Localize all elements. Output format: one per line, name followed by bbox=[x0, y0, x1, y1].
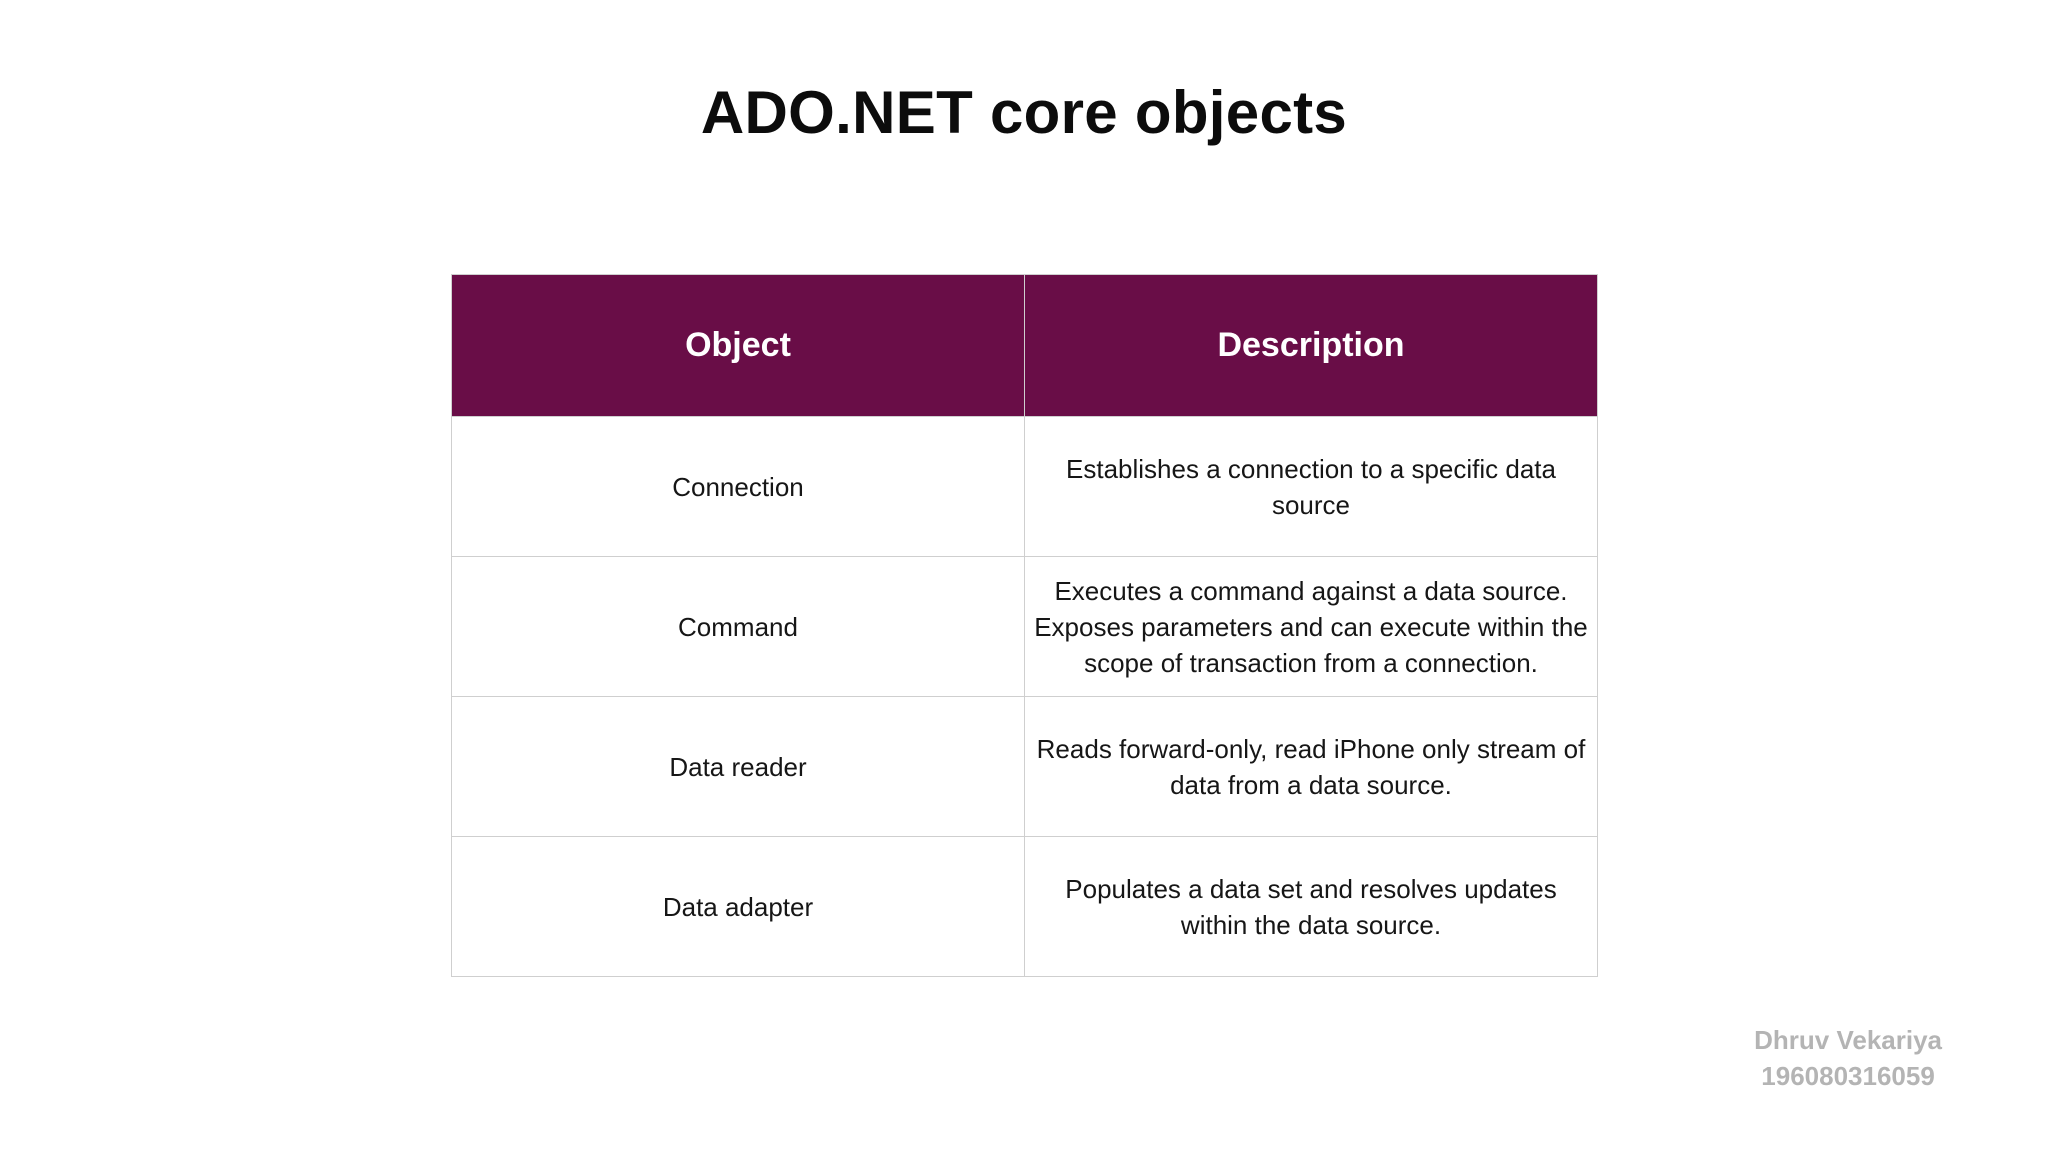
table-row bbox=[452, 697, 1598, 837]
watermark-name: Dhruv Vekariya bbox=[1754, 1025, 1942, 1055]
row-description-cell: Establishes a connection to a specific data source bbox=[1025, 417, 1598, 557]
row-description-cell: Reads forward-only, read iPhone only stream of data from a data source. bbox=[1025, 697, 1598, 837]
header-description: Description bbox=[1025, 275, 1598, 417]
slide-title: ADO.NET core objects bbox=[700, 79, 1348, 146]
row-object-cell: Data adapter bbox=[452, 837, 1025, 977]
watermark bbox=[1754, 1022, 1942, 1094]
row-description-cell: Executes a command against a data source. Exposes parameters and can execute within the scope of transaction from a connection. bbox=[1025, 557, 1598, 697]
row-object-cell: Data reader bbox=[452, 697, 1025, 837]
row-object-cell: Connection bbox=[452, 417, 1025, 557]
objects-table bbox=[451, 274, 1598, 977]
table-row bbox=[452, 557, 1598, 697]
row-object-cell: Command bbox=[452, 557, 1025, 697]
table-header-row bbox=[452, 275, 1598, 417]
table-row bbox=[452, 837, 1598, 977]
header-object: Object bbox=[452, 275, 1025, 417]
row-description-cell: Populates a data set and resolves updates within the data source. bbox=[1025, 837, 1598, 977]
table-row bbox=[452, 417, 1598, 557]
watermark-id: 196080316059 bbox=[1761, 1061, 1935, 1091]
